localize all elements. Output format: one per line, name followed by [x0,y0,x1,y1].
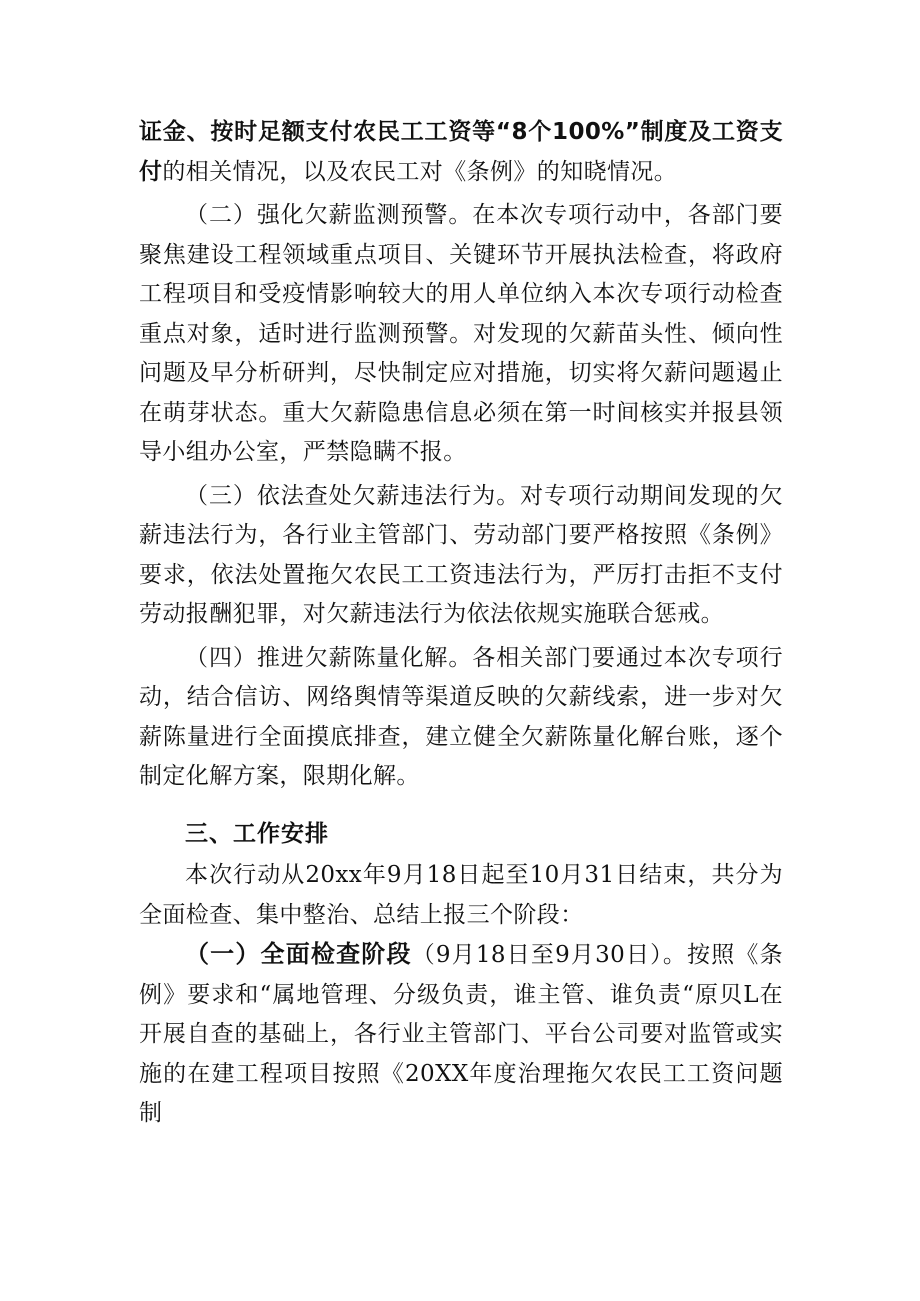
phase-one-text: （9月18日至9月30日）。按照《条例》要求和“属地管理、分级负责，谁主管、谁负责“原贝L在开展自查的基础上，各行业主管部门、平台公司要对监管或实施的在建工程项目按照《20XX年度治理拖欠农民工工资问题制 [139,942,783,1126]
paragraph-phase-one [139,935,783,1134]
paragraph-continuation [139,113,783,192]
document-page [139,113,783,1134]
paragraph-bold-lead: 证金、按时足额支付农民工工资等“8个100%”制度及工资支付 [139,119,783,185]
paragraph-text: 的相关情况，以及农民工对《条例》的知晓情况。 [162,158,678,185]
paragraph-law-enforcement: （三）依法查处欠薪违法行为。对专项行动期间发现的欠薪违法行为，各行业主管部门、劳动部门要严格按照《条例》要求，依法处置拖欠农民工工资违法行为，严厉打击拒不支付劳动报酬犯罪，对欠薪违法行为依法依规实施联合惩戒。 [139,482,783,627]
paragraph-schedule: 本次行动从20xx年9月18日起至10月31日结束，共分为全面检查、集中整治、总结上报三个阶段： [139,862,783,928]
phase-one-heading: （一）全面检查阶段 [185,940,412,968]
paragraph-arrears-resolution: （四）推进欠薪陈量化解。各相关部门要通过本次专项行动，结合信访、网络舆情等渠道反映的欠薪线索，进一步对欠薪陈量进行全面摸底排查，建立健全欠薪陈量化解台账，逐个制定化解方案，限期化解。 [139,644,783,789]
section-heading-work-arrangement: 三、工作安排 [185,820,329,847]
paragraph-wage-monitoring: （二）强化欠薪监测预警。在本次专项行动中，各部门要聚焦建设工程领域重点项目、关键环节开展执法检查，将政府工程项目和受疫情影响较大的用人单位纳入本次专项行动检查重点对象，适时进行监测预警。对发现的欠薪苗头性、倾向性问题及早分析研判，尽快制定应对措施，切实将欠薪问题遏止在萌芽状态。重大欠薪隐患信息必须在第一时间核实并报县领导小组办公室，严禁隐瞒不报。 [139,202,783,465]
